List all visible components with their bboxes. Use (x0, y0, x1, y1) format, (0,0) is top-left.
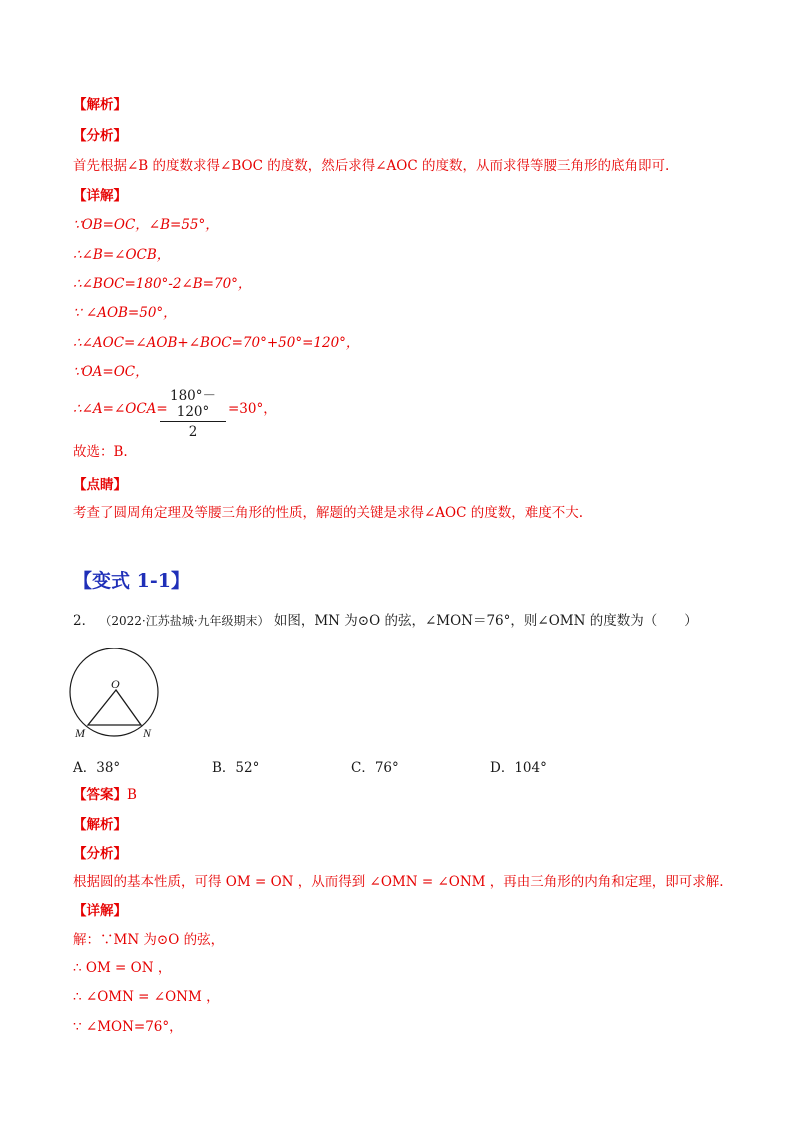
answer-value: B (127, 787, 137, 803)
question-number: 2． (73, 613, 96, 629)
section-heading: 【变式 1-1】 (73, 570, 190, 592)
step-line: ∴∠BOC=180°-2∠B=70°， (73, 276, 252, 292)
step-line-2: ∴ OM = ON ， (73, 960, 172, 976)
step-line-2: ∴ ∠OMN = ∠ONM ， (73, 989, 220, 1005)
step-line: ∵OA=OC， (73, 364, 149, 380)
answer-label: 【答案】 (73, 787, 127, 803)
xiangjie-label-2: 【详解】 (73, 903, 127, 919)
fenxi-label: 【分析】 (73, 128, 127, 144)
fraction-numerator: 180°－120° (169, 388, 217, 420)
final-step-prefix: ∴∠A=∠OCA= (73, 401, 168, 417)
step-line: ∴∠AOC=∠AOB+∠BOC=70°+50°=120°， (73, 335, 360, 351)
xiangjie-label: 【详解】 (73, 188, 127, 204)
fraction (160, 388, 226, 440)
option-c: C．76° (351, 760, 399, 776)
fraction-denominator: 2 (188, 424, 198, 440)
analysis-text-2: 根据圆的基本性质，可得 OM = ON ，从而得到 ∠OMN = ∠ONM ，再由三角形的内角和定理，即可求解. (73, 874, 724, 890)
label-m: M (75, 726, 85, 740)
question-line (73, 612, 698, 630)
analysis-text: 首先根据∠B 的度数求得∠BOC 的度数，然后求得∠AOC 的度数，从而求得等腰三角形的底角即可. (73, 158, 670, 174)
option-d: D．104° (490, 760, 547, 776)
step-line: ∵ ∠AOB=50°， (73, 305, 177, 321)
step-line: ∵OB=OC，∠B=55°， (73, 217, 219, 233)
step-line: ∴∠B=∠OCB， (73, 247, 171, 263)
question-source: （2022·江苏盐城·九年级期末） (99, 614, 270, 628)
jiexi-label-2: 【解析】 (73, 817, 127, 833)
triangle-omn (88, 690, 141, 725)
comment-text: 考查了圆周角定理及等腰三角形的性质，解题的关键是求得∠AOC 的度数，难度不大. (73, 505, 584, 521)
fenxi-label-2: 【分析】 (73, 846, 127, 862)
label-n: N (143, 726, 152, 740)
jiexi-label: 【解析】 (73, 97, 127, 113)
answer-line (73, 786, 137, 804)
step-line-2: ∵ ∠MON=76°， (73, 1019, 183, 1035)
choice-text: 故选：B. (73, 444, 128, 460)
label-o: O (111, 677, 120, 691)
option-b: B．52° (212, 760, 260, 776)
fraction-bar (160, 421, 226, 422)
question-text: 如图，MN 为⊙O 的弦，∠MON＝76°，则∠OMN 的度数为（ ） (273, 613, 698, 629)
final-step-suffix: =30°， (228, 401, 277, 417)
circle-figure (68, 648, 164, 740)
option-a: A．38° (73, 760, 121, 776)
dianjing-label: 【点睛】 (73, 477, 127, 493)
step-line-2: 解：∵MN 为⊙O 的弦， (73, 932, 225, 948)
